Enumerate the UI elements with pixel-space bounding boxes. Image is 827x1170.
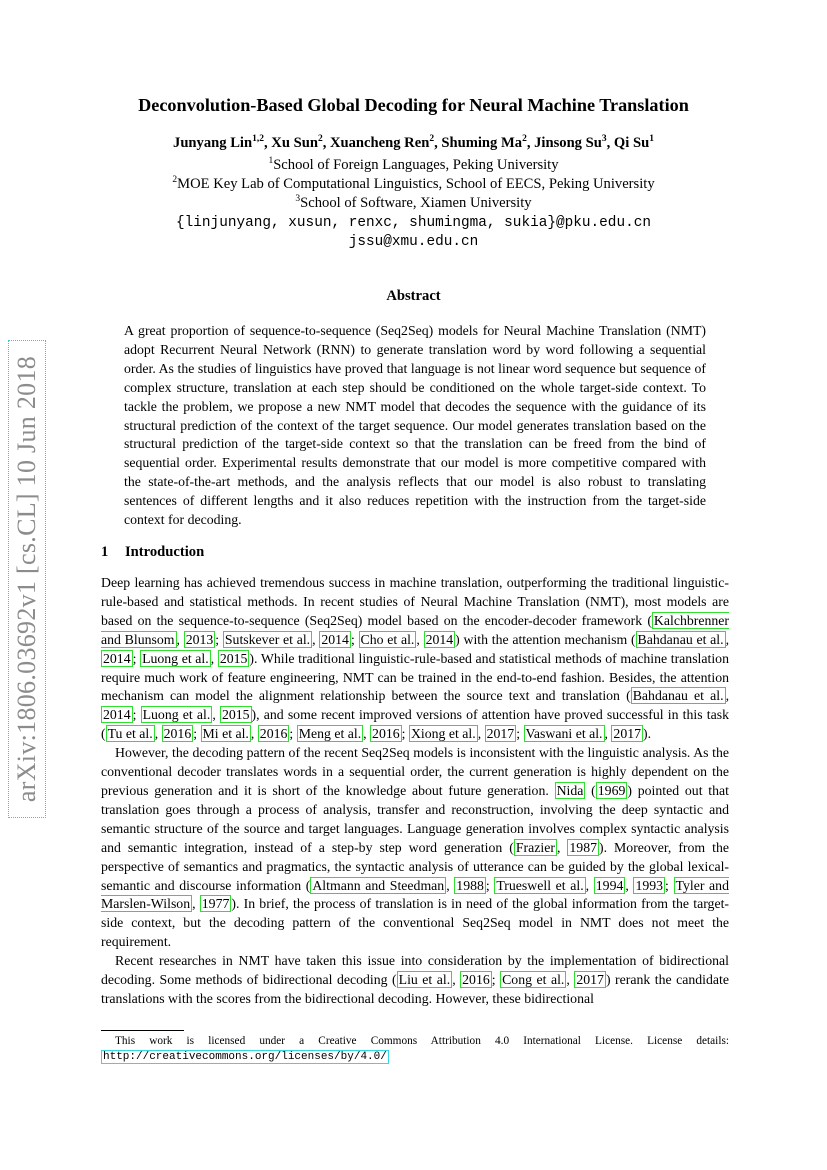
citation-link[interactable]: 1994	[595, 877, 624, 893]
author-name: Junyang Lin	[173, 135, 253, 151]
paragraph-text: ;	[516, 726, 524, 742]
paragraph-text: ,	[210, 650, 218, 666]
citation-link[interactable]: Luong et al.	[142, 650, 209, 666]
paragraph-text: ,	[625, 877, 634, 893]
citation-link[interactable]: 2017	[486, 726, 515, 742]
citation-link[interactable]: 2015	[219, 650, 248, 666]
author-name: Qi Su	[613, 135, 650, 151]
author-affiliation-mark: 3	[601, 134, 607, 145]
paragraph-text: ,	[250, 726, 258, 742]
citation-link[interactable]: Kalchbrenner and Blunsom	[101, 612, 729, 647]
citation-link[interactable]: Bahdanau et al.	[632, 688, 724, 704]
paragraph-text: ,	[154, 726, 162, 742]
email-line-1: {linjunyang, xusun, renxc, shumingma, sukia}@pku.edu.cn	[176, 215, 651, 231]
paragraph-text: ,	[556, 839, 568, 855]
paper-title: Deconvolution-Based Global Decoding for Neural Machine Translation	[138, 95, 689, 115]
citation-link[interactable]: 1977	[201, 896, 230, 912]
arxiv-stamp-text: arXiv:1806.03692v1 [cs.CL] 10 Jun 2018	[12, 355, 41, 803]
affiliation-2	[0, 176, 827, 193]
author-separator: ,	[434, 135, 442, 151]
author-name: Jinsong Su	[534, 135, 602, 151]
author-separator: ,	[263, 135, 272, 151]
paragraph-text: ;	[132, 707, 141, 723]
author-list	[0, 135, 827, 152]
footnote-text: This work is licensed under a Creative Commons Attribution 4.0 International License. License details:	[115, 1035, 729, 1047]
citation-link[interactable]: Sutskever et al.	[224, 631, 311, 647]
citation-link[interactable]: Liu et al.	[398, 972, 451, 988]
paragraph-text: ;	[665, 877, 674, 893]
author-affiliation-mark: 1,2	[252, 134, 264, 145]
email-line-2: jssu@xmu.edu.cn	[348, 234, 479, 250]
citation-link[interactable]: 2017	[576, 972, 604, 988]
paragraph-text: ) with the attention mechanism (	[455, 631, 636, 647]
paragraph-text: ,	[212, 707, 220, 723]
paragraph-text: ,	[725, 631, 730, 647]
citation-link[interactable]: Altmann and Steedman	[312, 877, 445, 893]
affiliation-1-text: School of Foreign Languages, Peking University	[273, 157, 559, 173]
paragraph-text: ,	[452, 972, 461, 988]
author-name: Xu Sun	[271, 135, 318, 151]
citation-link[interactable]: 1988	[456, 877, 484, 893]
license-link[interactable]: http://creativecommons.org/licenses/by/4.0/	[103, 1051, 387, 1063]
paragraph-text: ;	[193, 726, 201, 742]
affiliation-3-text: School of Software, Xiamen University	[300, 195, 532, 211]
citation-link[interactable]: Bahdanau et al.	[637, 631, 724, 647]
author-affiliation-mark: 1	[649, 134, 654, 145]
body-paragraph	[101, 744, 729, 952]
citation-link[interactable]: Nida	[556, 782, 584, 798]
citation-link[interactable]: 2017	[613, 726, 642, 742]
paragraph-text: ). In brief, the process of translation is in need of the global information from the target-side context, but the decoding pattern of the conventional Seq2Seq model in NMT does not meet the requirement.	[101, 896, 729, 950]
citation-link[interactable]: Frazier	[515, 839, 555, 855]
paragraph-text: ). While traditional linguistic-rule-based and statistical methods of machine translation require much work of feature engineering, NMT can be trained in the end-to-end fashion. Besides, the attention mechanism can model the alignment relationship between the source text and translation (	[101, 650, 729, 704]
citation-link[interactable]: 2014	[103, 650, 131, 666]
abstract-heading: Abstract	[386, 288, 441, 304]
license-footnote	[101, 1034, 729, 1065]
section-title: Introduction	[125, 544, 205, 560]
paragraph-text: ;	[491, 972, 501, 988]
paragraph-text: ) rerank the candidate translations with the scores from the bidirectional decoding. However, these bidirectional	[101, 972, 729, 1006]
paragraph-text: ,	[446, 877, 455, 893]
abstract-text: A great proportion of sequence-to-sequence (Seq2Seq) models for Neural Machine Translation (NMT) adopt Recurrent Neural Network (RNN) to generate translation word by word following a sequential order. As the studies of linguistics have proved that language is not linear word sequence but sequence of complex structure, translation at each step should be conditioned on the whole target-side context. To tackle the problem, we propose a new NMT model that decodes the sequence with the guidance of its structural prediction of the context of the target sequence. Our model generates translation based on the structural prediction of the target-side context so that the translation can be freed from the bind of sequential order. Experimental results demonstrate that our model is more competitive compared with the state-of-the-art methods, and the analysis reflects that our model is also robust to translating sentences of different lengths and it also reduces repetition with the instruction from the target-side context for decoding.	[124, 323, 706, 528]
affiliation-2-mark: 2	[172, 175, 178, 186]
body-paragraph	[101, 574, 729, 744]
citation-link[interactable]: 2015	[221, 707, 250, 723]
paragraph-text: ;	[485, 877, 495, 893]
paragraph-text: ). Moreover, from the perspective of semantics and pragmatics, the syntactic analysis of utterance can be guided by the global lexical-semantic and discourse information (	[101, 839, 729, 893]
author-separator: ,	[606, 135, 614, 151]
introduction-body	[101, 574, 729, 1009]
paragraph-text: ) pointed out that translation goes through a process of analysis, transfer and reconstruction, involving the deep syntactic and semantic structure of the source and target languages. Language generation involves complex syntactic analysis and semantic integration, instead of a step-by step word generation (	[101, 782, 729, 855]
author-name: Xuancheng Ren	[329, 135, 430, 151]
paragraph-text: ,	[312, 631, 320, 647]
citation-link[interactable]: Cho et al.	[360, 631, 415, 647]
section-number: 1	[101, 544, 109, 560]
paragraph-text: ,	[566, 972, 575, 988]
citation-link[interactable]: Tu et al.	[107, 726, 153, 742]
paragraph-text: (	[585, 782, 596, 798]
paragraph-text: However, the decoding pattern of the recent Seq2Seq models is inconsistent with the linguistic analysis. As the conventional decoder translates words in a sequential order, the current generation is highly dependent on the previous generation and it is short of the knowledge about future generation.	[101, 745, 729, 798]
citation-link[interactable]: Meng et al.	[298, 726, 362, 742]
author-affiliation-mark: 2	[317, 134, 323, 145]
paragraph-text: ;	[350, 631, 359, 647]
citation-link[interactable]: Luong et al.	[142, 707, 211, 723]
author-name: Shuming Ma	[441, 135, 523, 151]
citation-link[interactable]: 1993	[635, 877, 664, 893]
citation-link[interactable]: 2014	[103, 707, 131, 723]
paragraph-text: Recent researches in NMT have taken this issue into consideration by the implementation of bidirectional decoding. Some methods of bidirectional decoding (	[101, 953, 729, 988]
citation-link[interactable]: 2016	[259, 726, 288, 742]
paragraph-text: ).	[643, 726, 652, 742]
footnote-rule	[101, 1030, 184, 1031]
body-paragraph	[101, 952, 729, 1009]
citation-link[interactable]: Xiong et al.	[410, 726, 476, 742]
section-heading	[101, 544, 204, 561]
author-separator: ,	[526, 135, 535, 151]
citation-link[interactable]: 2013	[185, 631, 214, 647]
paragraph-text: ,	[176, 631, 184, 647]
paragraph-text: ;	[401, 726, 409, 742]
affiliation-1	[0, 157, 827, 174]
author-separator: ,	[322, 135, 330, 151]
paragraph-text: ,	[416, 631, 424, 647]
paragraph-text: ,	[192, 896, 200, 912]
citation-link[interactable]: Trueswell et al.	[496, 877, 584, 893]
affiliation-2-text: MOE Key Lab of Computational Linguistics, School of EECS, Peking University	[177, 176, 655, 192]
paragraph-text: ,	[725, 688, 730, 704]
paragraph-text: ,	[604, 726, 612, 742]
citation-link[interactable]: 2016	[163, 726, 192, 742]
affiliation-3	[0, 195, 827, 212]
citation-link[interactable]: 2016	[372, 726, 400, 742]
citation-link[interactable]: 2014	[321, 631, 349, 647]
citation-link[interactable]: 2016	[462, 972, 490, 988]
affiliation-3-mark: 3	[295, 194, 301, 205]
author-affiliation-mark: 2	[522, 134, 527, 145]
paragraph-text: Deep learning has achieved tremendous success in machine translation, outperforming the traditional linguistic-rule-based and statistical methods. In recent studies of Neural Machine Translation (NMT), most models are based on the sequence-to-sequence (Seq2Seq) model based on the encoder-decoder framework (	[101, 575, 729, 628]
citation-link[interactable]: Cong et al.	[502, 972, 565, 988]
citation-link[interactable]: Tyler and Marslen-Wilson	[101, 877, 729, 912]
arxiv-stamp	[8, 340, 46, 818]
citation-link[interactable]: Vaswani et al.	[525, 726, 603, 742]
paragraph-text: ;	[289, 726, 297, 742]
author-affiliation-mark: 2	[429, 134, 435, 145]
citation-link[interactable]: 1969	[597, 782, 626, 798]
paragraph-text: ,	[477, 726, 485, 742]
paragraph-text: ,	[585, 877, 594, 893]
citation-link[interactable]: 1987	[569, 839, 597, 855]
paragraph-text: ;	[215, 631, 223, 647]
citation-link[interactable]: Mi et al.	[202, 726, 249, 742]
paragraph-text: ,	[363, 726, 371, 742]
citation-link[interactable]: 2014	[425, 631, 454, 647]
affiliation-1-mark: 1	[268, 156, 274, 167]
paragraph-text: ;	[132, 650, 141, 666]
paragraph-text: ), and some recent improved versions of attention have proved successful in this task (	[101, 707, 729, 742]
